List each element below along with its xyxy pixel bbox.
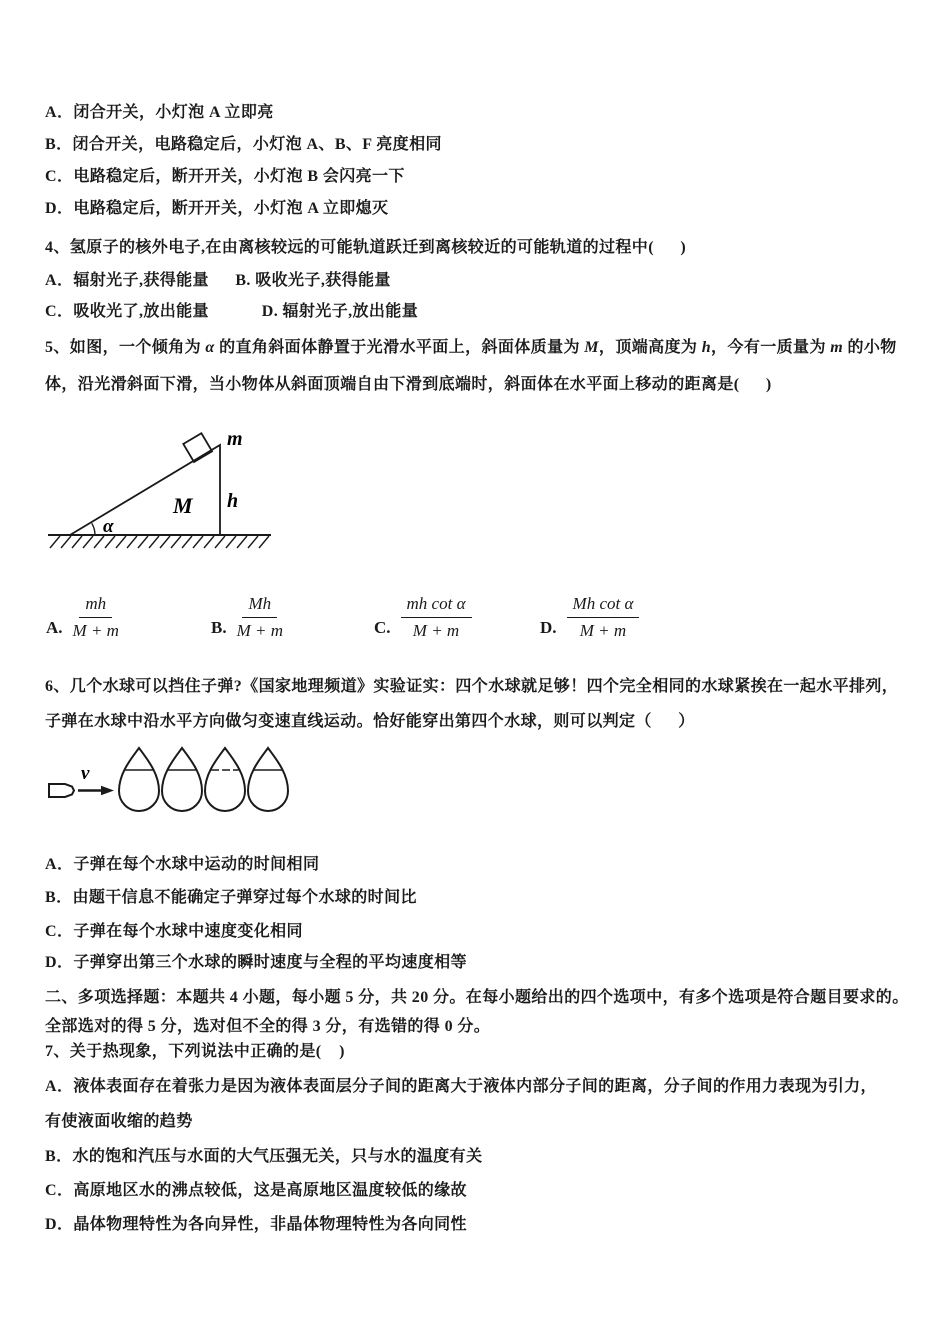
q5-option-a-label: A. [46, 618, 63, 637]
q3-option-a: A．闭合开关，小灯泡 A 立即亮 [45, 104, 274, 121]
q6-stem-line1: 6、几个水球可以挡住子弹?《国家地理频道》实验证实：四个水球就足够！四个完全相同的水球紧挨在一起水平排列， [45, 678, 899, 695]
q5-option-b-label: B. [211, 618, 227, 637]
q5-stem-line1: 5、如图，一个倾角为 α 的直角斜面体静置于光滑水平面上，斜面体质量为 M，顶端高度为 h，今有一质量为 m 的小物 [45, 339, 897, 356]
fraction-numerator: Mh cot α [567, 593, 640, 618]
velocity-label: v [81, 763, 90, 784]
q5-option-a-fraction [73, 593, 119, 642]
fraction-denominator: M + m [412, 621, 460, 640]
fraction-denominator: M + m [236, 621, 284, 640]
q5-option-c-fraction [401, 593, 472, 642]
section2-header-line2: 全部选对的得 5 分，选对但不全的得 3 分，有选错的得 0 分。 [45, 1018, 491, 1035]
fraction-denominator: M + m [579, 621, 627, 640]
q3-option-b: B．闭合开关，电路稳定后，小灯泡 A、B、F 亮度相同 [45, 136, 442, 153]
q5-option-d-fraction [567, 593, 640, 642]
q6-option-a: A．子弹在每个水球中运动的时间相同 [45, 856, 320, 873]
water-ball-2 [162, 748, 202, 811]
fraction-numerator: mh cot α [401, 593, 472, 618]
water-ball-3 [205, 748, 245, 811]
velocity-arrowhead [101, 786, 114, 795]
section2-header-line1: 二、多项选择题：本题共 4 小题，每小题 5 分，共 20 分。在每小题给出的四个选项中，有多个选项是符合题目要求的。 [45, 989, 909, 1006]
q7-option-c: C．高原地区水的沸点较低，这是高原地区温度较低的缘故 [45, 1182, 467, 1199]
fraction-numerator: Mh [242, 593, 277, 618]
q3-option-c: C．电路稳定后，断开开关，小灯泡 B 会闪亮一下 [45, 168, 405, 185]
q6-stem-line2: 子弹在水球中沿水平方向做匀变速直线运动。恰好能穿出第四个水球，则可以判定（ ） [45, 713, 695, 730]
q7-option-a-line2: 有使液面收缩的趋势 [45, 1113, 193, 1130]
block-mass-label: m [227, 428, 243, 450]
angle-arc [92, 523, 95, 535]
ground-hatching [50, 536, 269, 548]
q5-option-d [540, 586, 639, 642]
fraction-numerator: mh [79, 593, 112, 618]
q4-options-cd: C．吸收光了,放出能量 D. 辐射光子,放出能量 [45, 303, 419, 320]
q3-option-d: D．电路稳定后，断开开关，小灯泡 A 立即熄灭 [45, 200, 389, 217]
q7-option-d: D．晶体物理特性为各向异性，非晶体物理特性为各向同性 [45, 1216, 467, 1233]
q5-stem-line2: 体，沿光滑斜面下滑，当小物体从斜面顶端自由下滑到底端时，斜面体在水平面上移动的距离是( ) [45, 376, 772, 393]
water-balls-figure [45, 743, 295, 823]
q5-option-c [374, 586, 472, 642]
q5-option-a [46, 586, 119, 642]
q5-option-b [211, 586, 283, 642]
height-label: h [227, 490, 239, 512]
angle-label: α [103, 516, 114, 537]
q4-options-ab: A．辐射光子,获得能量 B. 吸收光子,获得能量 [45, 272, 391, 289]
incline-wedge [70, 445, 220, 535]
water-ball-4 [248, 748, 288, 811]
q7-option-b: B．水的饱和汽压与水面的大气压强无关，只与水的温度有关 [45, 1148, 483, 1165]
q4-stem: 4、氢原子的核外电子,在由离核较远的可能轨道跃迁到离核较近的可能轨道的过程中( ) [45, 239, 687, 256]
q5-option-d-label: D. [540, 618, 557, 637]
q5-option-b-fraction [237, 593, 283, 642]
incline-figure [45, 420, 275, 560]
q7-option-a-line1: A．液体表面存在着张力是因为液体表面层分子间的距离大于液体内部分子间的距离，分子间的作用力表现为引力， [45, 1078, 877, 1095]
water-ball-1 [119, 748, 159, 811]
q5-option-c-label: C. [374, 618, 391, 637]
q6-option-d: D．子弹穿出第三个水球的瞬时速度与全程的平均速度相等 [45, 954, 467, 971]
q6-option-c: C．子弹在每个水球中速度变化相同 [45, 923, 303, 940]
q6-option-b: B．由题干信息不能确定子弹穿过每个水球的时间比 [45, 889, 417, 906]
bullet-icon [49, 784, 74, 797]
wedge-mass-label: M [173, 493, 193, 518]
q7-stem: 7、关于热现象，下列说法中正确的是( ) [45, 1043, 345, 1060]
fraction-denominator: M + m [72, 621, 119, 640]
